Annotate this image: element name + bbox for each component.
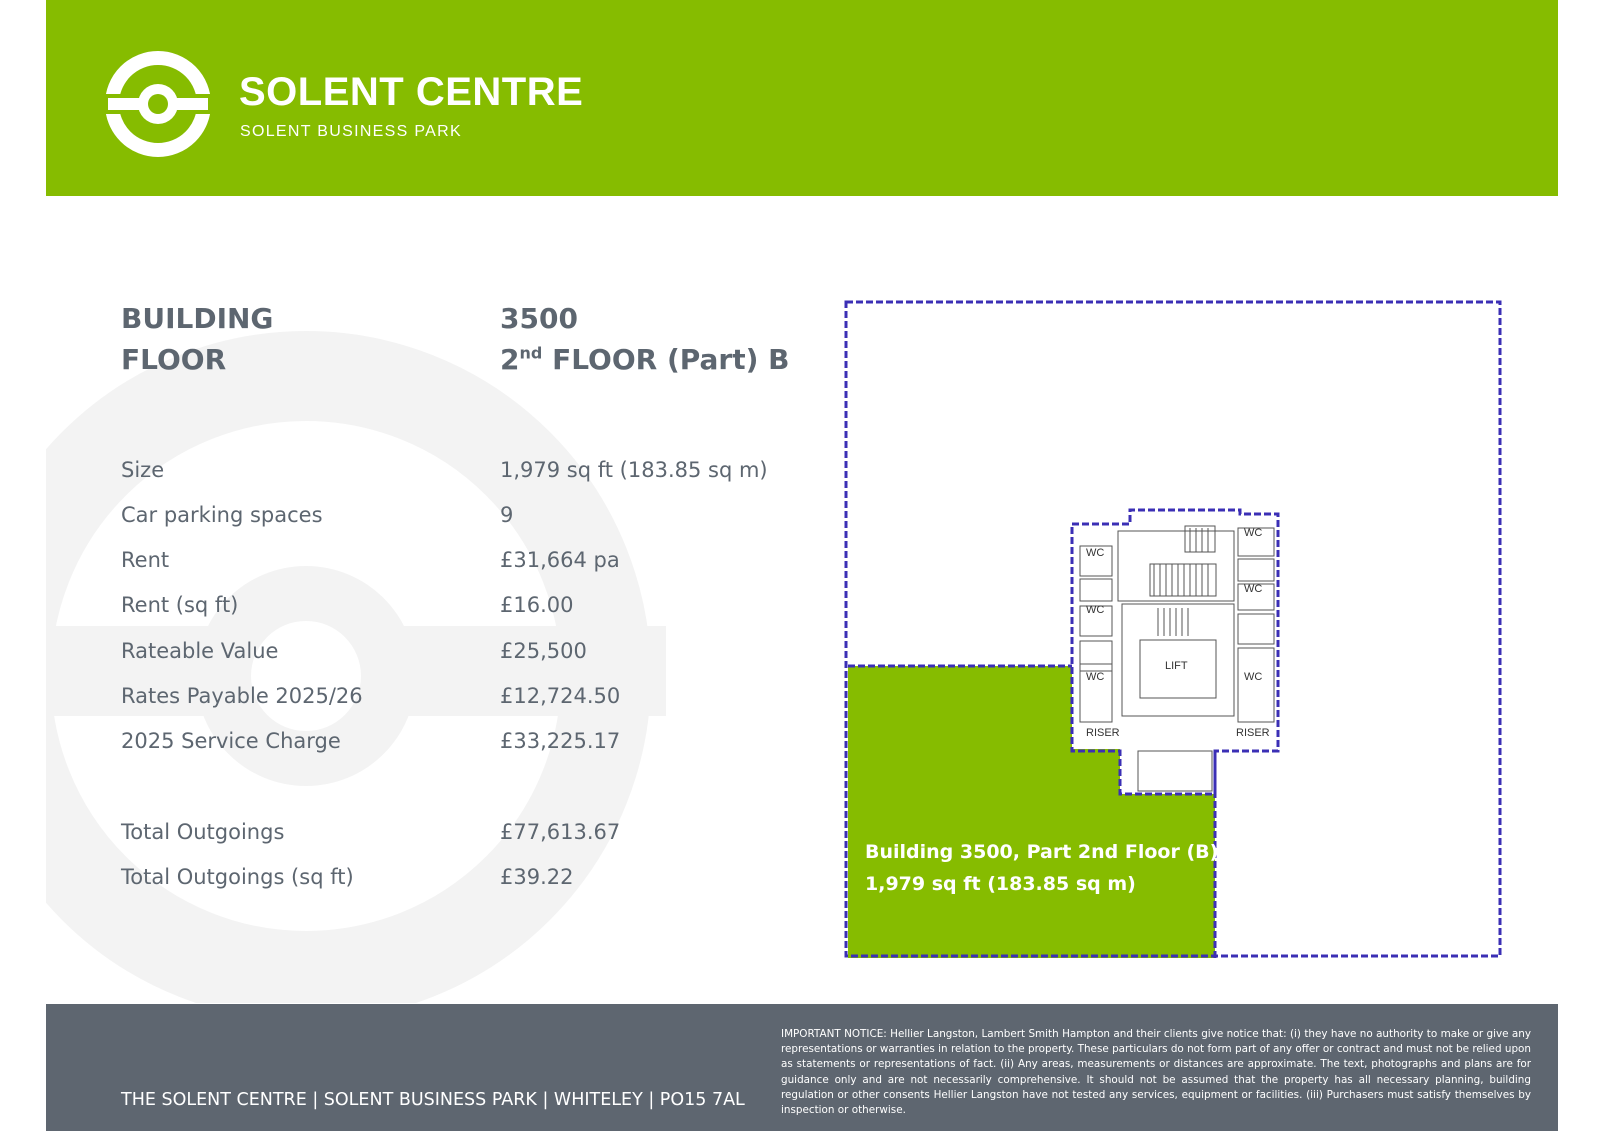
total-outgoings-sqft-value: £39.22 [500, 865, 574, 889]
service-charge-value: £33,225.17 [500, 729, 621, 753]
car-parking-label: Car parking spaces [121, 503, 323, 527]
riser-label-2: RISER [1236, 727, 1270, 739]
rateable-value-value: £25,500 [500, 639, 587, 663]
rateable-value-label: Rateable Value [121, 639, 279, 663]
rates-payable-label: Rates Payable 2025/26 [121, 684, 363, 708]
rates-payable-value: £12,724.50 [500, 684, 621, 708]
solent-logo-icon [104, 50, 212, 158]
rent-label: Rent [121, 548, 170, 572]
floor-label: FLOOR [121, 343, 227, 376]
floor-plan [840, 296, 1510, 960]
size-value: 1,979 sq ft (183.85 sq m) [500, 458, 768, 482]
footer [46, 1004, 1558, 1131]
brand-subtitle: SOLENT BUSINESS PARK [240, 123, 462, 140]
car-parking-value: 9 [500, 503, 514, 527]
service-charge-label: 2025 Service Charge [121, 729, 341, 753]
total-outgoings-label: Total Outgoings [121, 820, 285, 844]
building-label: BUILDING [121, 302, 274, 335]
wc-label-3: WC [1086, 671, 1105, 683]
rent-sqft-value: £16.00 [500, 593, 574, 617]
total-outgoings-value: £77,613.67 [500, 820, 621, 844]
header-banner [46, 0, 1558, 196]
rent-sqft-label: Rent (sq ft) [121, 593, 239, 617]
total-outgoings-sqft-label: Total Outgoings (sq ft) [121, 865, 354, 889]
wc-label-4: WC [1244, 527, 1263, 539]
wc-label-2: WC [1086, 604, 1105, 616]
floor-value: 2nd FLOOR (Part) B [500, 343, 790, 376]
wc-label-5: WC [1244, 583, 1263, 595]
wc-label-6: WC [1244, 671, 1263, 683]
size-label: Size [121, 458, 165, 482]
footer-address: THE SOLENT CENTRE | SOLENT BUSINESS PARK | WHITELEY | PO15 7AL [121, 1090, 745, 1110]
highlight-size: 1,979 sq ft (183.85 sq m) [865, 873, 1136, 895]
brand-title: SOLENT CENTRE [239, 70, 584, 114]
important-notice: IMPORTANT NOTICE: Hellier Langston, Lambert Smith Hampton and their clients give notice that: (i) they have no authority to make or give any representations or warranties in relation to the property. These particulars do not form part of any offer or contract and must not be relied upon as statements or representations of fact. (ii) Any areas, measurements or distances are approximate. The text, photographs and plans are for guidance only and are not necessarily comprehensive. It should not be assumed that the property has all necessary planning, building regulation or other consents Hellier Langston have not tested any services, equipment or facilities. (iii) Purchasers must satisfy themselves by inspection or otherwise. [781, 1028, 1531, 1117]
highlight-title: Building 3500, Part 2nd Floor (B) [865, 841, 1219, 863]
building-value: 3500 [500, 302, 578, 335]
highlighted-area [848, 666, 1215, 958]
riser-label-1: RISER [1086, 727, 1120, 739]
wc-label-1: WC [1086, 547, 1105, 559]
lift-label: LIFT [1165, 660, 1188, 672]
rent-value: £31,664 pa [500, 548, 620, 572]
